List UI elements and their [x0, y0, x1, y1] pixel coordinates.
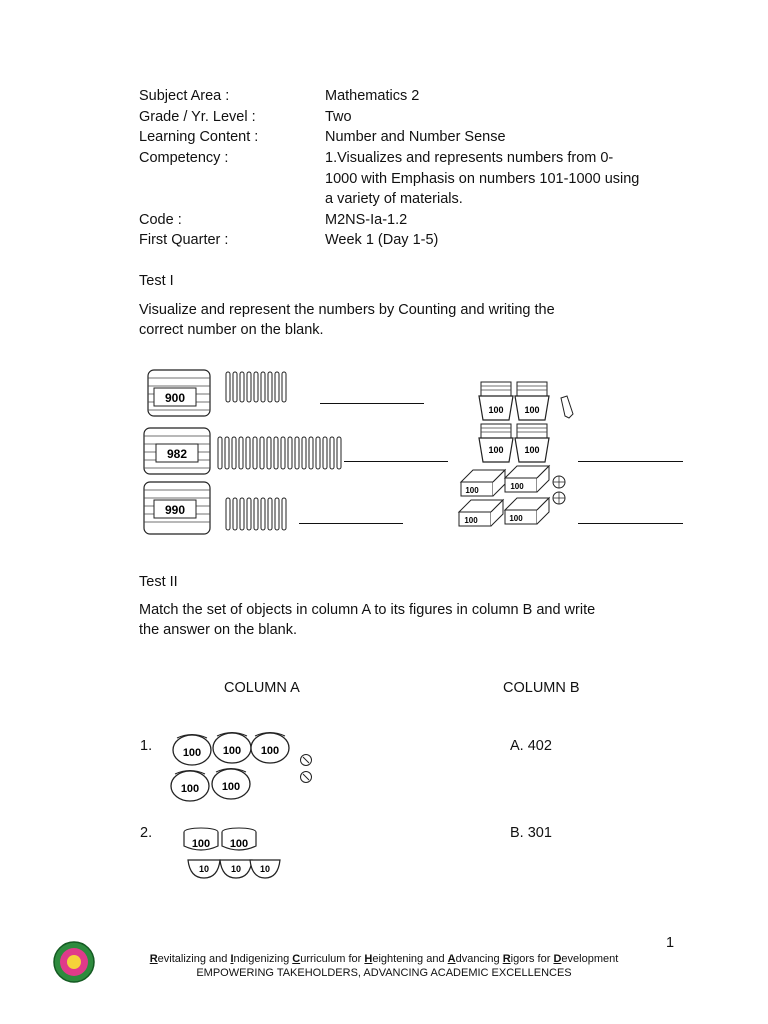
- header-label: Code :: [139, 212, 182, 228]
- jar-label: 100: [260, 745, 280, 757]
- answer-option: A. 402: [510, 738, 552, 754]
- header-label: Grade / Yr. Level :: [139, 109, 256, 125]
- bowl-icon: [250, 860, 280, 878]
- test2-instructions: Match the set of objects in column A to its figures in column B and write: [139, 602, 596, 618]
- footer-tagline: EMPOWERING TAKEHOLDERS, ADVANCING ACADEMIC EXCELLENCES: [196, 967, 572, 979]
- box-icon: [505, 498, 549, 524]
- footer-motto: [0, 953, 768, 965]
- answer-blank[interactable]: [299, 523, 403, 524]
- pencil-icon: [561, 396, 573, 418]
- box-icon: [459, 500, 503, 526]
- footer-motto-line1: Revitalizing and Indigenizing Curriculum for Heightening and Advancing Rigors for Development: [149, 953, 619, 965]
- coin-icon: [301, 755, 312, 766]
- box-label: 100: [465, 486, 479, 495]
- jar-icon: [251, 733, 289, 764]
- sticks-icon: [226, 498, 286, 530]
- cup-icon: [515, 424, 549, 462]
- jar-icon: [171, 771, 209, 802]
- bundle-label: 990: [164, 503, 186, 517]
- column-b-heading: COLUMN B: [503, 680, 580, 696]
- cup-label: 100: [524, 445, 540, 455]
- item2-figure: [180, 826, 285, 884]
- answer-option: B. 301: [510, 825, 552, 841]
- jar-label: 100: [182, 747, 202, 759]
- cup-label: 100: [524, 405, 540, 415]
- bowl-label: 10: [259, 864, 271, 874]
- header-label: Subject Area :: [139, 88, 230, 104]
- basket-label: 100: [191, 838, 211, 850]
- bowl-icon: [188, 860, 220, 878]
- test1-instructions: Visualize and represent the numbers by Counting and writing the: [139, 302, 555, 318]
- header-value: M2NS-Ia-1.2: [325, 212, 408, 228]
- jar-icon: [212, 769, 250, 800]
- item1-figure: [168, 728, 318, 804]
- header-value: 1000 with Emphasis on numbers 101-1000 using: [325, 171, 640, 187]
- column-a-heading: COLUMN A: [224, 680, 300, 696]
- ball-icon: [553, 492, 565, 504]
- bundle-icon: [144, 482, 210, 534]
- sticks-icon: [226, 372, 286, 402]
- ball-icon: [553, 476, 565, 488]
- box-label: 100: [510, 482, 524, 491]
- cup-label: 100: [488, 405, 504, 415]
- jar-label: 100: [180, 783, 200, 795]
- header-value: Mathematics 2: [325, 88, 420, 104]
- header-label: Learning Content :: [139, 129, 259, 145]
- answer-blank[interactable]: [344, 461, 448, 462]
- box-label: 100: [509, 514, 523, 523]
- box-icon: [461, 470, 505, 496]
- answer-blank[interactable]: [578, 523, 683, 524]
- test2-title: Test II: [139, 574, 178, 590]
- header-value: Number and Number Sense: [325, 129, 506, 145]
- item-number: 2.: [140, 825, 153, 841]
- header-value: Week 1 (Day 1-5): [325, 232, 439, 248]
- bowl-label: 10: [198, 864, 210, 874]
- bundle-icon: [144, 428, 210, 474]
- basket-icon: [184, 828, 218, 850]
- jar-label: 100: [221, 781, 241, 793]
- test1-instructions: correct number on the blank.: [139, 322, 324, 338]
- basket-icon: [222, 828, 256, 850]
- basket-label: 100: [229, 838, 249, 850]
- jar-icon: [173, 735, 211, 766]
- test2-instructions: the answer on the blank.: [139, 622, 297, 638]
- header-value: Two: [325, 109, 352, 125]
- bundle-label: 900: [164, 391, 186, 405]
- item-number: 1.: [140, 738, 153, 754]
- jar-icon: [213, 733, 251, 764]
- stick-bundles-figure: [140, 362, 355, 542]
- bundle-icon: [148, 370, 210, 416]
- answer-blank[interactable]: [320, 403, 424, 404]
- coin-icon: [301, 772, 312, 783]
- cup-icon: [479, 382, 513, 420]
- header-value: 1.Visualizes and represents numbers from 0-: [325, 150, 614, 166]
- page-number: 1: [666, 935, 675, 951]
- box-label: 100: [464, 516, 478, 525]
- jar-label: 100: [222, 745, 242, 757]
- answer-blank[interactable]: [578, 461, 683, 462]
- header-label: Competency :: [139, 150, 229, 166]
- bowl-icon: [220, 860, 252, 878]
- cup-icon: [515, 382, 549, 420]
- header-value: a variety of materials.: [325, 191, 463, 207]
- box-icon: [505, 466, 549, 492]
- sticks-icon: [218, 437, 341, 469]
- header-label: First Quarter :: [139, 232, 229, 248]
- bowl-label: 10: [230, 864, 242, 874]
- cups-and-boxes-figure: [455, 378, 580, 530]
- bundle-label: 982: [166, 447, 188, 461]
- cup-icon: [479, 424, 513, 462]
- cup-label: 100: [488, 445, 504, 455]
- test1-title: Test I: [139, 273, 174, 289]
